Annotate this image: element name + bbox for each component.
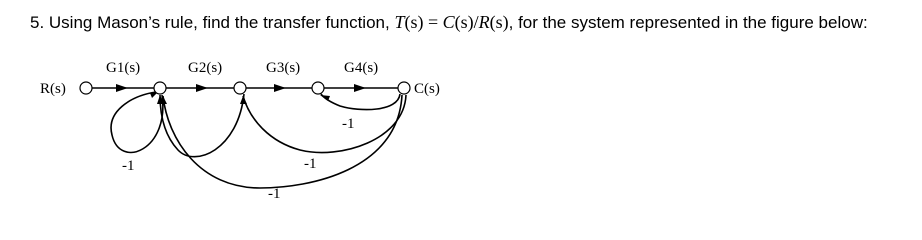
arrow-g1 — [116, 84, 128, 92]
gain-g2: G2(s) — [188, 60, 223, 76]
arrow-g4 — [354, 84, 366, 92]
tf-T: T — [394, 12, 405, 32]
tf-R: R — [478, 12, 490, 32]
loop-self-n1 — [111, 92, 163, 152]
loop-c-to-n3 — [321, 94, 400, 110]
gain-fb-c-n1: -1 — [268, 186, 281, 202]
node-r — [80, 82, 92, 94]
node-3 — [312, 82, 324, 94]
arrow-g3 — [274, 84, 286, 92]
loop-n2-to-n1 — [160, 94, 244, 157]
tf-s1: (s) — [404, 12, 424, 32]
tf-s3: (s) — [489, 12, 509, 32]
node-c — [398, 82, 410, 94]
question-tail: , for the system represented in the figure below: — [508, 13, 868, 32]
output-label: C(s) — [414, 81, 440, 97]
tf-C: C — [442, 12, 455, 32]
arrow-g2 — [196, 84, 208, 92]
loop-c-to-n2 — [243, 95, 406, 153]
gain-g3: G3(s) — [266, 60, 301, 76]
node-1 — [154, 82, 166, 94]
tf-s2: (s)/ — [454, 12, 479, 32]
gain-fb-c-n2: -1 — [304, 156, 317, 172]
gain-fb-self: -1 — [122, 158, 135, 174]
gain-g1: G1(s) — [106, 60, 141, 76]
gain-g4: G4(s) — [344, 60, 379, 76]
input-label: R(s) — [40, 81, 66, 97]
arrow-loop-c-n2 — [240, 96, 247, 104]
tf-eq: = — [423, 12, 443, 32]
question-lead: 5. Using Mason’s rule, find the transfer function, — [30, 13, 395, 32]
gain-fb-c-n3: -1 — [342, 116, 355, 132]
node-2 — [234, 82, 246, 94]
